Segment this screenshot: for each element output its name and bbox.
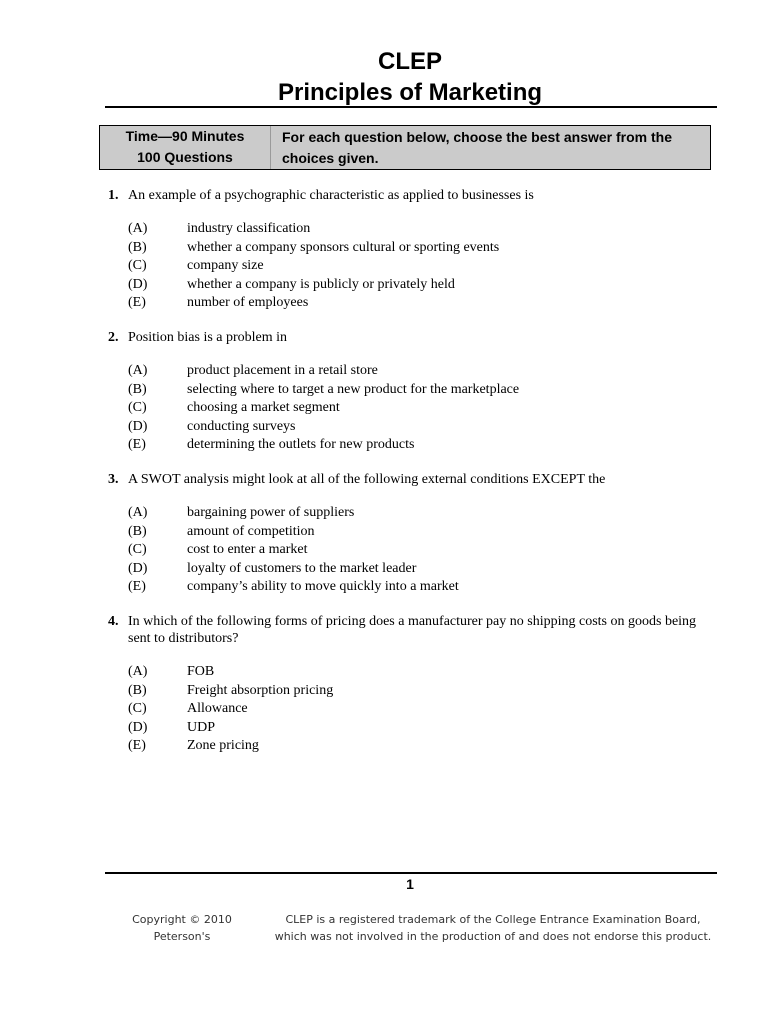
choice-text: conducting surveys <box>187 418 296 434</box>
choice-letter: (D) <box>128 276 148 292</box>
answer-choices <box>108 504 708 597</box>
answer-choice <box>108 700 708 719</box>
choice-text: whether a company sponsors cultural or sporting events <box>187 239 500 255</box>
instructions-box <box>99 125 711 170</box>
answer-choice <box>108 257 708 276</box>
choice-text: product placement in a retail store <box>187 363 378 378</box>
question <box>108 187 708 313</box>
header-divider <box>105 106 717 108</box>
answer-choice <box>108 682 708 701</box>
choice-text: Freight absorption pricing <box>187 682 334 698</box>
document-subtitle: Principles of Marketing <box>277 79 543 106</box>
trademark-line: CLEP is a registered trademark of the College Entrance Examination Board, <box>285 913 701 926</box>
choice-letter: (E) <box>128 295 146 311</box>
answer-choices <box>108 220 708 313</box>
answer-choice <box>108 362 708 381</box>
choice-text: loyalty of customers to the market leader <box>187 560 417 576</box>
choice-text: selecting where to target a new product for the marketplace <box>187 381 520 397</box>
choice-letter: (E) <box>128 738 146 754</box>
answer-choice <box>108 436 708 455</box>
choice-text: Zone pricing <box>187 738 259 754</box>
time-info <box>100 126 271 169</box>
question-stem <box>108 187 708 204</box>
choice-text: amount of competition <box>187 523 315 539</box>
answer-choice <box>108 541 708 560</box>
choice-letter: (A) <box>128 505 148 520</box>
question-count: 100 Questions <box>137 149 233 165</box>
answer-choice <box>108 504 708 523</box>
answer-choice <box>108 418 708 437</box>
answer-choice <box>108 578 708 597</box>
answer-choice <box>108 560 708 579</box>
answer-choice <box>108 523 708 542</box>
question-number: 4. <box>108 614 119 629</box>
document-title: CLEP <box>377 48 442 75</box>
answer-choices <box>108 663 708 756</box>
choice-text: choosing a market segment <box>187 400 340 416</box>
question-text: In which of the following forms of pricing does a manufacturer pay no shipping costs on goods being sent to distributors? <box>128 614 697 646</box>
choice-letter: (B) <box>128 381 147 397</box>
choice-text: determining the outlets for new products <box>187 437 415 453</box>
choice-text: number of employees <box>187 295 309 311</box>
choice-text: company’s ability to move quickly into a market <box>187 579 459 595</box>
instructions-text: For each question below, choose the best answer from the choices given. <box>282 129 672 166</box>
question-stem <box>108 329 708 346</box>
answer-choice <box>108 719 708 738</box>
disclaimer-line: which was not involved in the production of and does not endorse this product. <box>274 930 712 943</box>
choice-letter: (D) <box>128 560 148 576</box>
answer-choices <box>108 362 708 455</box>
question-text: A SWOT analysis might look at all of the following external conditions EXCEPT the <box>128 472 606 487</box>
choice-letter: (B) <box>128 239 147 255</box>
choice-text: company size <box>187 258 264 274</box>
choice-letter: (E) <box>128 437 146 453</box>
answer-choice <box>108 381 708 400</box>
choice-letter: (A) <box>128 664 148 679</box>
answer-choice <box>108 239 708 258</box>
answer-choice <box>108 220 708 239</box>
choice-letter: (C) <box>128 542 147 558</box>
question-stem <box>108 613 708 647</box>
choice-letter: (A) <box>128 363 148 378</box>
choice-text: Allowance <box>187 701 248 717</box>
question-text: Position bias is a problem in <box>128 330 288 345</box>
question-number: 3. <box>108 472 119 487</box>
choice-letter: (E) <box>128 579 146 595</box>
choice-text: bargaining power of suppliers <box>187 505 355 520</box>
choice-text: cost to enter a market <box>187 542 308 558</box>
question <box>108 613 708 756</box>
copyright-notice <box>112 911 252 945</box>
choice-text: UDP <box>187 719 216 735</box>
time-limit: Time—90 Minutes <box>125 128 245 144</box>
question <box>108 471 708 597</box>
question-number: 2. <box>108 330 119 345</box>
question-number: 1. <box>108 188 119 203</box>
choice-text: whether a company is publicly or privately held <box>187 276 455 292</box>
choice-letter: (D) <box>128 418 148 434</box>
question-stem <box>108 471 708 488</box>
answer-choice <box>108 294 708 313</box>
choice-letter: (C) <box>128 258 147 274</box>
trademark-notice <box>270 911 716 945</box>
choice-letter: (C) <box>128 701 147 717</box>
choice-letter: (B) <box>128 523 147 539</box>
choice-letter: (A) <box>128 221 148 236</box>
answer-choice <box>108 276 708 295</box>
question <box>108 329 708 455</box>
answer-choice <box>108 737 708 756</box>
answer-choice <box>108 663 708 682</box>
choice-letter: (B) <box>128 682 147 698</box>
copyright-line: Copyright © 2010 <box>132 913 232 926</box>
question-text: An example of a psychographic characteristic as applied to businesses is <box>128 188 534 203</box>
choice-letter: (C) <box>128 400 147 416</box>
footer-divider <box>105 872 717 874</box>
choice-letter: (D) <box>128 719 148 735</box>
publisher-name: Peterson's <box>153 930 211 943</box>
page-number: 1 <box>406 876 414 892</box>
answer-choice <box>108 399 708 418</box>
choice-text: industry classification <box>187 221 311 236</box>
choice-text: FOB <box>187 664 215 679</box>
